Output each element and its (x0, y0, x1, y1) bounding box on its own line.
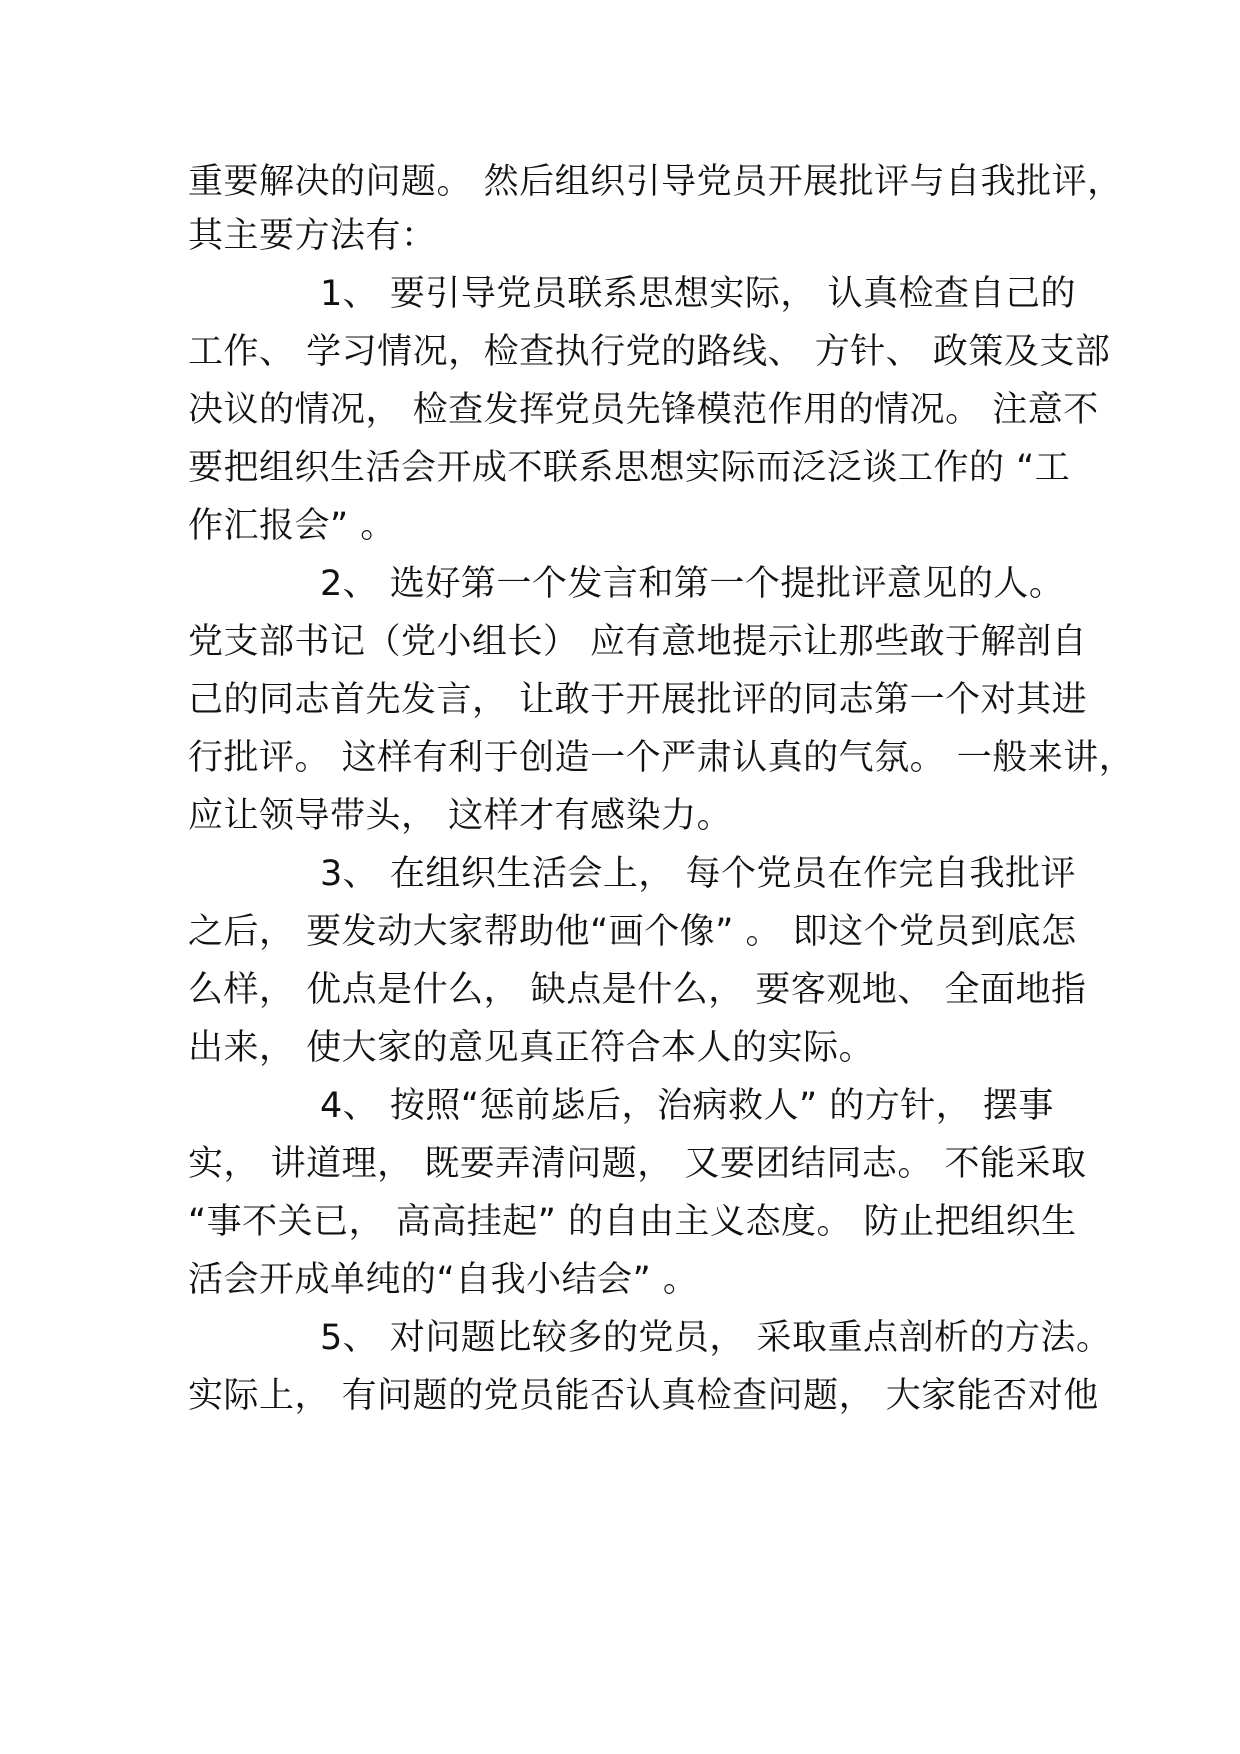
text-line-5: 决议的情况， 检查发挥党员先锋模范作用的情况。 注意不 (188, 390, 1099, 430)
text-line-8: 2、 选好第一个发言和第一个提批评意见的人。 (320, 564, 1065, 604)
text-line-21: 5、 对问题比较多的党员， 采取重点剖析的方法。 (320, 1318, 1112, 1358)
text-line-6: 要把组织生活会开成不联系思想实际而泛泛谈工作的 “工 (188, 448, 1071, 488)
text-line-10: 己的同志首先发言， 让敢于开展批评的同志第一个对其进 (188, 680, 1088, 720)
text-line-19: “事不关已， 高高挂起” 的自由主义态度。 防止把组织生 (188, 1202, 1077, 1242)
text-line-22: 实际上， 有问题的党员能否认真检查问题， 大家能否对他 (188, 1376, 1099, 1416)
text-line-13: 3、 在组织生活会上， 每个党员在作完自我批评 (320, 854, 1077, 894)
text-line-11: 行批评。 这样有利于创造一个严肃认真的气氛。 一般来讲， (188, 738, 1135, 778)
text-line-2: 其主要方法有： (188, 216, 437, 256)
text-line-12: 应让领导带头， 这样才有感染力。 (188, 796, 733, 836)
text-line-18: 实， 讲道理， 既要弄清问题， 又要团结同志。 不能采取 (188, 1144, 1087, 1184)
text-line-7: 作汇报会” 。 (188, 506, 396, 546)
text-line-3: 1、 要引导党员联系思想实际， 认真检查自己的 (320, 274, 1077, 314)
text-line-4: 工作、 学习情况，检查执行党的路线、 方针、 政策及支部 (188, 332, 1111, 372)
text-line-1: 重要解决的问题。 然后组织引导党员开展批评与自我批评， (188, 162, 1123, 202)
text-line-15: 么样， 优点是什么， 缺点是什么， 要客观地、 全面地指 (188, 970, 1087, 1010)
text-line-14: 之后， 要发动大家帮助他“画个像” 。 即这个党员到底怎 (188, 912, 1077, 952)
text-line-9: 党支部书记（党小组长） 应有意地提示让那些敢于解剖自 (188, 622, 1088, 662)
text-line-17: 4、 按照“惩前毖后，治病救人” 的方针， 摆事 (320, 1086, 1054, 1126)
text-line-20: 活会开成单纯的“自我小结会” 。 (188, 1260, 699, 1300)
text-line-16: 出来， 使大家的意见真正符合本人的实际。 (188, 1028, 875, 1068)
